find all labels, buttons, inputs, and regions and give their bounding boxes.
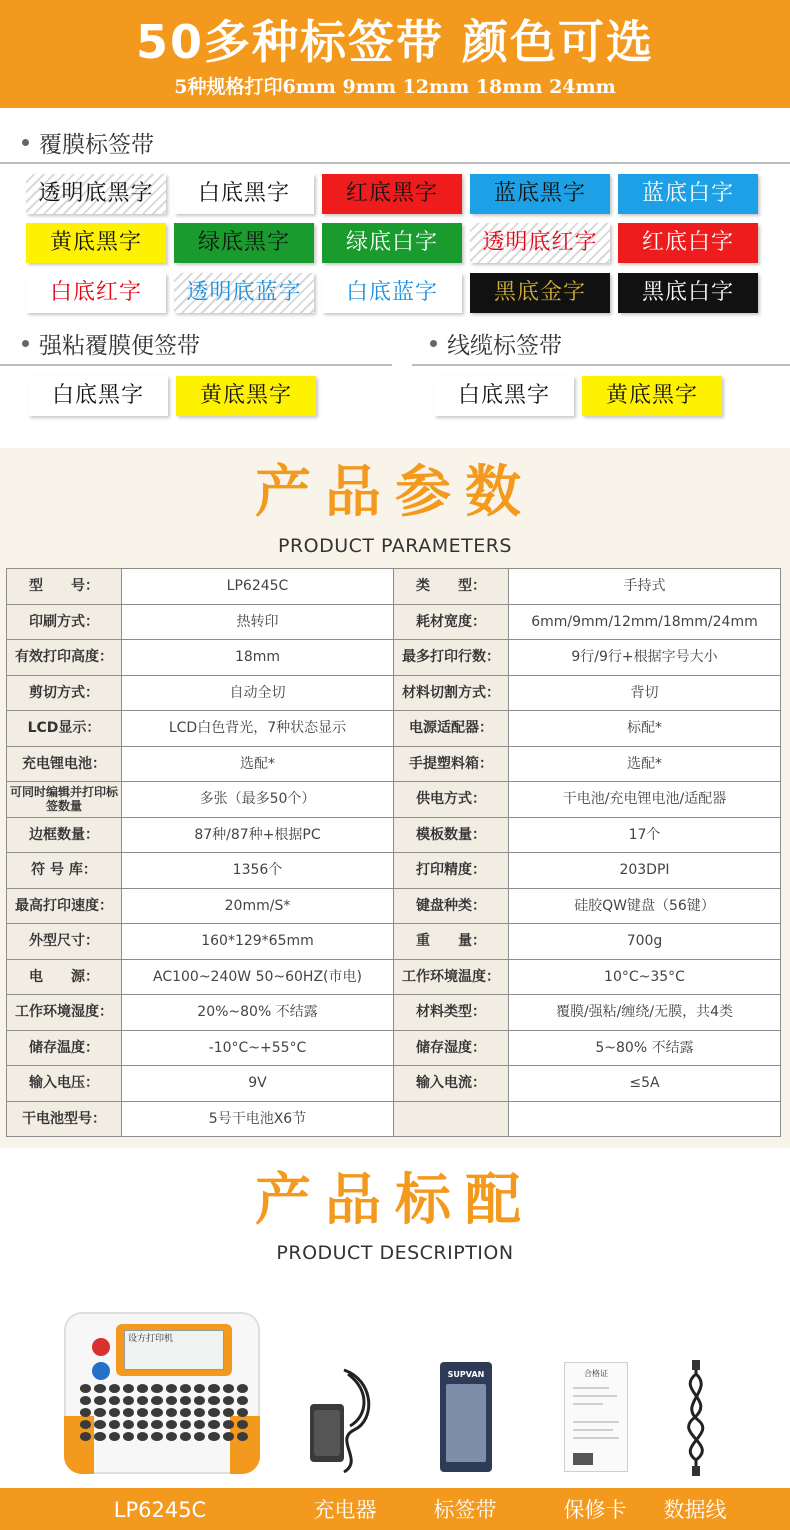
param-label: 打印精度： bbox=[394, 853, 509, 889]
printer-key-icon bbox=[166, 1408, 177, 1417]
description-title: 产品标配 bbox=[255, 1168, 535, 1233]
printer-key-icon bbox=[180, 1384, 191, 1393]
printer-key-icon bbox=[123, 1396, 134, 1405]
strong-tape-heading: 强粘覆膜便签带 bbox=[22, 331, 200, 361]
item-label-tape: 标签带 bbox=[433, 1498, 497, 1522]
printer-key-icon bbox=[151, 1408, 162, 1417]
label-tape-image bbox=[440, 1362, 492, 1472]
printer-key-icon bbox=[208, 1408, 219, 1417]
printer-key-icon bbox=[194, 1384, 205, 1393]
param-value: 覆膜/强粘/缠绕/无膜，共4类 bbox=[509, 995, 781, 1031]
param-row bbox=[7, 1101, 781, 1137]
printer-key-icon bbox=[180, 1420, 191, 1429]
printer-key-icon bbox=[223, 1396, 234, 1405]
param-row bbox=[7, 711, 781, 747]
tape-swatch: 蓝底白字 bbox=[618, 174, 758, 214]
param-value: 背切 bbox=[509, 675, 781, 711]
param-label: 工作环境温度： bbox=[394, 959, 509, 995]
tape-swatch: 蓝底黑字 bbox=[470, 174, 610, 214]
printer-key-icon bbox=[166, 1384, 177, 1393]
param-value: 20%~80% 不结露 bbox=[122, 995, 394, 1031]
printer-key-icon bbox=[137, 1432, 148, 1441]
printer-key-icon bbox=[137, 1408, 148, 1417]
param-label: 模板数量： bbox=[394, 817, 509, 853]
param-row bbox=[7, 1066, 781, 1102]
divider bbox=[0, 364, 392, 366]
param-value: 160*129*65mm bbox=[122, 924, 394, 960]
printer-key-icon bbox=[151, 1432, 162, 1441]
warranty-card-image bbox=[564, 1362, 628, 1472]
printer-key-icon bbox=[94, 1408, 105, 1417]
item-label-warranty: 保修卡 bbox=[563, 1498, 627, 1522]
param-label: 输入电压： bbox=[7, 1066, 122, 1102]
param-row bbox=[7, 959, 781, 995]
bullet-dot-icon bbox=[22, 340, 29, 347]
data-cable-image bbox=[666, 1360, 726, 1476]
printer-screen: 设方打印机 bbox=[124, 1330, 224, 1370]
tape-swatch: 白底黑字 bbox=[434, 376, 574, 416]
param-value: 热转印 bbox=[122, 604, 394, 640]
param-value: 18mm bbox=[122, 640, 394, 676]
param-value: 多张（最多50个） bbox=[122, 782, 394, 818]
param-value: 标配* bbox=[509, 711, 781, 747]
param-value: 5号干电池X6节 bbox=[122, 1101, 394, 1137]
item-label-printer: LP6245C bbox=[113, 1498, 207, 1522]
param-value: 17个 bbox=[509, 817, 781, 853]
param-label: 储存湿度： bbox=[394, 1030, 509, 1066]
qr-code-icon bbox=[573, 1453, 593, 1465]
tape-swatch: 白底黑字 bbox=[174, 174, 314, 214]
tape-swatch: 黄底黑字 bbox=[176, 376, 316, 416]
banner-subtitle: 5种规格打印6mm 9mm 12mm 18mm 24mm bbox=[174, 76, 616, 98]
printer-key-icon bbox=[194, 1408, 205, 1417]
charger-image bbox=[304, 1360, 380, 1478]
printer-key-icon bbox=[237, 1408, 248, 1417]
param-label: LCD显示： bbox=[7, 711, 122, 747]
tape-swatch: 红底白字 bbox=[618, 223, 758, 263]
param-row bbox=[7, 924, 781, 960]
warranty-card-title: 合格证 bbox=[584, 1369, 608, 1378]
param-row bbox=[7, 817, 781, 853]
param-label: 最高打印速度： bbox=[7, 888, 122, 924]
param-row bbox=[7, 675, 781, 711]
params-subtitle: PRODUCT PARAMETERS bbox=[277, 535, 512, 557]
param-value: 手持式 bbox=[509, 569, 781, 605]
printer-key-icon bbox=[180, 1408, 191, 1417]
tape-brand: SUPVAN bbox=[447, 1370, 485, 1379]
param-value: 20mm/S* bbox=[122, 888, 394, 924]
laminated-tape-heading: 覆膜标签带 bbox=[22, 130, 154, 160]
printer-key-icon bbox=[109, 1420, 120, 1429]
param-label: 耗材宽度： bbox=[394, 604, 509, 640]
description-subtitle: PRODUCT DESCRIPTION bbox=[276, 1242, 514, 1264]
printer-key-icon bbox=[223, 1420, 234, 1429]
printer-key-icon bbox=[208, 1384, 219, 1393]
printer-key-icon bbox=[109, 1384, 120, 1393]
param-value: LCD白色背光，7种状态显示 bbox=[122, 711, 394, 747]
tape-swatch: 黑底金字 bbox=[470, 273, 610, 313]
printer-key-icon bbox=[94, 1384, 105, 1393]
param-label: 键盘种类： bbox=[394, 888, 509, 924]
printer-key-icon bbox=[223, 1408, 234, 1417]
param-label: 印刷方式： bbox=[7, 604, 122, 640]
label-printer-image bbox=[64, 1312, 260, 1474]
param-label: 储存温度： bbox=[7, 1030, 122, 1066]
param-value: 干电池/充电锂电池/适配器 bbox=[509, 782, 781, 818]
param-label: 可同时编辑并打印标签数量 bbox=[7, 782, 122, 818]
printer-key-icon bbox=[94, 1432, 105, 1441]
param-label: 工作环境湿度： bbox=[7, 995, 122, 1031]
param-value: 自动全切 bbox=[122, 675, 394, 711]
tape-swatch: 绿底白字 bbox=[322, 223, 462, 263]
printer-key-icon bbox=[194, 1396, 205, 1405]
param-label bbox=[394, 1101, 509, 1137]
printer-key-icon bbox=[109, 1408, 120, 1417]
param-value: 5~80% 不结露 bbox=[509, 1030, 781, 1066]
param-label: 电源适配器： bbox=[394, 711, 509, 747]
printer-key-icon bbox=[123, 1408, 134, 1417]
tape-swatch: 透明底蓝字 bbox=[174, 273, 314, 313]
param-value: 选配* bbox=[509, 746, 781, 782]
tape-swatch: 绿底黑字 bbox=[174, 223, 314, 263]
param-label: 重 量： bbox=[394, 924, 509, 960]
printer-key-icon bbox=[109, 1396, 120, 1405]
param-value: AC100~240W 50~60HZ(市电) bbox=[122, 959, 394, 995]
param-value: 6mm/9mm/12mm/18mm/24mm bbox=[509, 604, 781, 640]
printer-key-icon bbox=[151, 1396, 162, 1405]
param-label: 符 号 库： bbox=[7, 853, 122, 889]
param-row bbox=[7, 995, 781, 1031]
cable-tape-heading: 线缆标签带 bbox=[430, 331, 562, 361]
printer-key-icon bbox=[123, 1384, 134, 1393]
param-label: 有效打印高度： bbox=[7, 640, 122, 676]
printer-key-icon bbox=[223, 1384, 234, 1393]
printer-key-icon bbox=[94, 1420, 105, 1429]
tape-swatch: 白底蓝字 bbox=[322, 273, 462, 313]
parameter-table bbox=[6, 568, 781, 1137]
param-label: 剪切方式： bbox=[7, 675, 122, 711]
params-title: 产品参数 bbox=[255, 460, 535, 525]
param-label: 电 源： bbox=[7, 959, 122, 995]
printer-key-icon bbox=[237, 1420, 248, 1429]
tape-swatch: 透明底红字 bbox=[470, 223, 610, 263]
printer-key-icon bbox=[80, 1408, 91, 1417]
param-value: ≤5A bbox=[509, 1066, 781, 1102]
param-label: 边框数量： bbox=[7, 817, 122, 853]
printer-key-icon bbox=[137, 1420, 148, 1429]
param-value: 700g bbox=[509, 924, 781, 960]
banner-title: 50多种标签带 颜色可选 bbox=[135, 15, 655, 69]
printer-key-icon bbox=[80, 1420, 91, 1429]
function-button-icon bbox=[92, 1362, 110, 1380]
param-label: 干电池型号： bbox=[7, 1101, 122, 1137]
bullet-dot-icon bbox=[430, 340, 437, 347]
param-label: 材料类型： bbox=[394, 995, 509, 1031]
tape-window bbox=[446, 1384, 486, 1462]
printer-key-icon bbox=[80, 1396, 91, 1405]
param-row bbox=[7, 1030, 781, 1066]
param-value bbox=[509, 1101, 781, 1137]
printer-key-icon bbox=[151, 1420, 162, 1429]
param-value: 203DPI bbox=[509, 853, 781, 889]
param-label: 充电锂电池： bbox=[7, 746, 122, 782]
printer-key-icon bbox=[237, 1384, 248, 1393]
param-value: 87种/87种+根据PC bbox=[122, 817, 394, 853]
printer-key-icon bbox=[223, 1432, 234, 1441]
param-value: 硅胶QW键盘（56键） bbox=[509, 888, 781, 924]
printer-key-icon bbox=[80, 1432, 91, 1441]
power-button-icon bbox=[92, 1338, 110, 1356]
param-row bbox=[7, 853, 781, 889]
printer-key-icon bbox=[208, 1432, 219, 1441]
printer-key-icon bbox=[208, 1396, 219, 1405]
bullet-dot-icon bbox=[22, 139, 29, 146]
printer-keyboard bbox=[80, 1384, 248, 1441]
printer-key-icon bbox=[180, 1396, 191, 1405]
param-row bbox=[7, 569, 781, 605]
param-row bbox=[7, 888, 781, 924]
item-label-charger: 充电器 bbox=[313, 1498, 377, 1522]
printer-key-icon bbox=[137, 1396, 148, 1405]
printer-key-icon bbox=[123, 1420, 134, 1429]
printer-key-icon bbox=[94, 1396, 105, 1405]
param-row bbox=[7, 640, 781, 676]
param-label: 手提塑料箱： bbox=[394, 746, 509, 782]
param-value: -10°C~+55°C bbox=[122, 1030, 394, 1066]
param-label: 类 型： bbox=[394, 569, 509, 605]
tape-swatch: 白底红字 bbox=[26, 273, 166, 313]
printer-key-icon bbox=[137, 1384, 148, 1393]
param-label: 外型尺寸： bbox=[7, 924, 122, 960]
param-value: 1356个 bbox=[122, 853, 394, 889]
printer-key-icon bbox=[194, 1420, 205, 1429]
tape-swatch: 黑底白字 bbox=[618, 273, 758, 313]
printer-screen-frame bbox=[116, 1324, 232, 1376]
printer-key-icon bbox=[151, 1384, 162, 1393]
param-value: 10°C~35°C bbox=[509, 959, 781, 995]
printer-key-icon bbox=[166, 1420, 177, 1429]
tape-swatch: 白底黑字 bbox=[28, 376, 168, 416]
divider bbox=[0, 162, 790, 164]
param-label: 型 号： bbox=[7, 569, 122, 605]
top-banner bbox=[0, 0, 790, 108]
param-value: LP6245C bbox=[122, 569, 394, 605]
param-value: 9行/9行+根据字号大小 bbox=[509, 640, 781, 676]
param-label: 输入电流： bbox=[394, 1066, 509, 1102]
printer-key-icon bbox=[109, 1432, 120, 1441]
param-row bbox=[7, 782, 781, 818]
printer-key-icon bbox=[237, 1432, 248, 1441]
param-row bbox=[7, 604, 781, 640]
param-label: 供电方式： bbox=[394, 782, 509, 818]
param-label: 最多打印行数： bbox=[394, 640, 509, 676]
printer-key-icon bbox=[194, 1432, 205, 1441]
printer-key-icon bbox=[166, 1396, 177, 1405]
printer-key-icon bbox=[237, 1396, 248, 1405]
tape-swatch: 红底黑字 bbox=[322, 174, 462, 214]
tape-swatch: 透明底黑字 bbox=[26, 174, 166, 214]
param-label: 材料切割方式： bbox=[394, 675, 509, 711]
printer-key-icon bbox=[208, 1420, 219, 1429]
param-value: 9V bbox=[122, 1066, 394, 1102]
divider bbox=[412, 364, 790, 366]
param-row bbox=[7, 746, 781, 782]
param-value: 选配* bbox=[122, 746, 394, 782]
printer-key-icon bbox=[166, 1432, 177, 1441]
printer-key-icon bbox=[180, 1432, 191, 1441]
printer-key-icon bbox=[123, 1432, 134, 1441]
tape-swatch: 黄底黑字 bbox=[26, 223, 166, 263]
item-label-cable: 数据线 bbox=[663, 1498, 727, 1522]
printer-key-icon bbox=[80, 1384, 91, 1393]
tape-swatch: 黄底黑字 bbox=[582, 376, 722, 416]
